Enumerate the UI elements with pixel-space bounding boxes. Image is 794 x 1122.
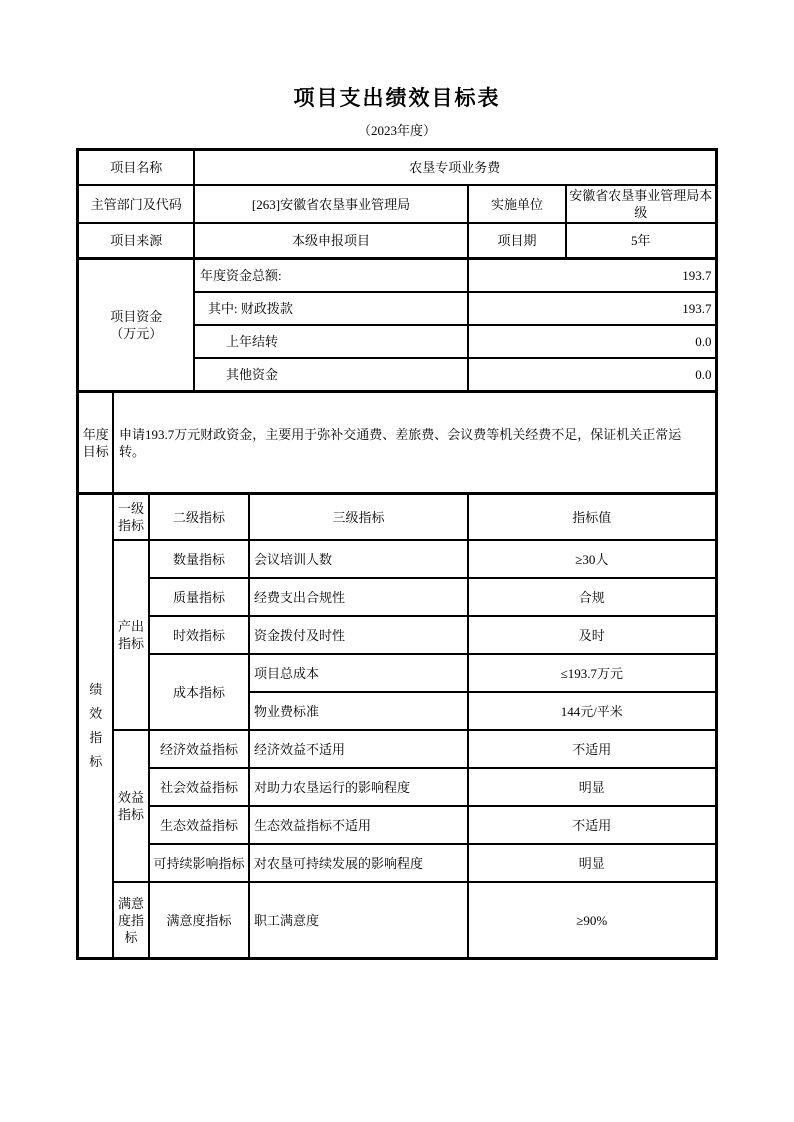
period-label: 项目期 bbox=[468, 223, 566, 259]
page-subtitle: （2023年度） bbox=[357, 123, 436, 138]
fund-item-value: 193.7 bbox=[468, 292, 716, 325]
satisfaction-group-label: 满意度指标 bbox=[113, 882, 149, 959]
indicator-row bbox=[78, 654, 716, 692]
indicator-l3-cell: 经费支出合规性 bbox=[249, 578, 468, 616]
indicator-l2-cell: 可持续影响指标 bbox=[149, 844, 249, 882]
header-level2: 二级指标 bbox=[149, 494, 249, 541]
fund-item-value: 193.7 bbox=[468, 259, 716, 293]
source-value: 本级申报项目 bbox=[194, 223, 468, 259]
header-level3: 三级指标 bbox=[249, 494, 468, 541]
funds-label-line1: 项目资金 bbox=[110, 309, 163, 325]
indicator-l3-cell: 会议培训人数 bbox=[249, 540, 468, 578]
indicator-l3-cell: 生态效益指标不适用 bbox=[249, 806, 468, 844]
project-name-label: 项目名称 bbox=[78, 150, 194, 186]
indicators-side-label-text: 绩效指标 bbox=[89, 682, 103, 770]
indicator-l3-cell: 对农垦可持续发展的影响程度 bbox=[249, 844, 468, 882]
indicator-row bbox=[78, 806, 716, 844]
indicator-value-cell: 明显 bbox=[468, 844, 716, 882]
fund-item-value: 0.0 bbox=[468, 358, 716, 392]
indicator-l3-cell: 职工满意度 bbox=[249, 882, 468, 959]
indicator-row bbox=[78, 540, 716, 578]
indicator-l3-cell: 资金拨付及时性 bbox=[249, 616, 468, 654]
indicator-row bbox=[78, 616, 716, 654]
fund-item-name: 其他资金 bbox=[194, 358, 468, 392]
performance-target-table bbox=[76, 148, 717, 960]
impl-unit-value: 安徽省农垦事业管理局本级 bbox=[566, 185, 716, 223]
indicator-l2-cell: 质量指标 bbox=[149, 578, 249, 616]
department-value: [263]安徽省农垦事业管理局 bbox=[194, 185, 468, 223]
fund-item-value: 0.0 bbox=[468, 325, 716, 358]
indicator-l2-cell: 成本指标 bbox=[149, 654, 249, 730]
funds-label bbox=[78, 259, 194, 392]
indicator-value-cell: 144元/平米 bbox=[468, 692, 716, 730]
row-project-name bbox=[78, 150, 716, 186]
indicator-header-row bbox=[78, 494, 716, 541]
source-label: 项目来源 bbox=[78, 223, 194, 259]
indicator-value-cell: 及时 bbox=[468, 616, 716, 654]
department-label: 主管部门及代码 bbox=[78, 185, 194, 223]
indicator-row bbox=[78, 578, 716, 616]
row-annual-goal bbox=[78, 392, 716, 494]
indicator-l2-cell: 满意度指标 bbox=[149, 882, 249, 959]
row-department bbox=[78, 185, 716, 223]
fund-item-name: 年度资金总额: bbox=[194, 259, 468, 293]
project-name-value: 农垦专项业务费 bbox=[194, 150, 716, 186]
indicator-row bbox=[78, 882, 716, 959]
row-source bbox=[78, 223, 716, 259]
indicator-value-cell: ≥90% bbox=[468, 882, 716, 959]
indicator-value-cell: 合规 bbox=[468, 578, 716, 616]
period-value: 5年 bbox=[566, 223, 716, 259]
indicator-l2-cell: 经济效益指标 bbox=[149, 730, 249, 768]
indicator-l3-cell: 对助力农垦运行的影响程度 bbox=[249, 768, 468, 806]
annual-goal-label: 年度目标 bbox=[78, 392, 113, 494]
indicator-value-cell: ≥30人 bbox=[468, 540, 716, 578]
annual-goal-text: 申请193.7万元财政资金，主要用于弥补交通费、差旅费、会议费等机关经费不足，保证机关正常运转。 bbox=[113, 392, 716, 494]
output-group-label: 产出指标 bbox=[113, 540, 149, 730]
indicator-value-cell: 不适用 bbox=[468, 806, 716, 844]
indicator-value-cell: 不适用 bbox=[468, 730, 716, 768]
header-value: 指标值 bbox=[468, 494, 716, 541]
fund-item-name: 其中: 财政拨款 bbox=[194, 292, 468, 325]
funds-label-line2: （万元） bbox=[110, 326, 163, 342]
benefit-group-label: 效益指标 bbox=[113, 730, 149, 882]
page-title: 项目支出绩效目标表 bbox=[293, 87, 501, 110]
fund-row bbox=[78, 259, 716, 293]
indicator-row bbox=[78, 844, 716, 882]
header-level1: 一级指标 bbox=[113, 494, 149, 541]
fund-item-name: 上年结转 bbox=[194, 325, 468, 358]
indicator-l2-cell: 数量指标 bbox=[149, 540, 249, 578]
indicator-row bbox=[78, 730, 716, 768]
indicator-l3-cell: 项目总成本 bbox=[249, 654, 468, 692]
indicator-l2-cell: 社会效益指标 bbox=[149, 768, 249, 806]
indicator-l2-cell: 时效指标 bbox=[149, 616, 249, 654]
indicator-l3-cell: 经济效益不适用 bbox=[249, 730, 468, 768]
indicator-row bbox=[78, 768, 716, 806]
indicator-value-cell: 明显 bbox=[468, 768, 716, 806]
indicators-side-label bbox=[78, 494, 113, 959]
indicator-l3-cell: 物业费标准 bbox=[249, 692, 468, 730]
indicator-l2-cell: 生态效益指标 bbox=[149, 806, 249, 844]
impl-unit-label: 实施单位 bbox=[468, 185, 566, 223]
indicator-value-cell: ≤193.7万元 bbox=[468, 654, 716, 692]
